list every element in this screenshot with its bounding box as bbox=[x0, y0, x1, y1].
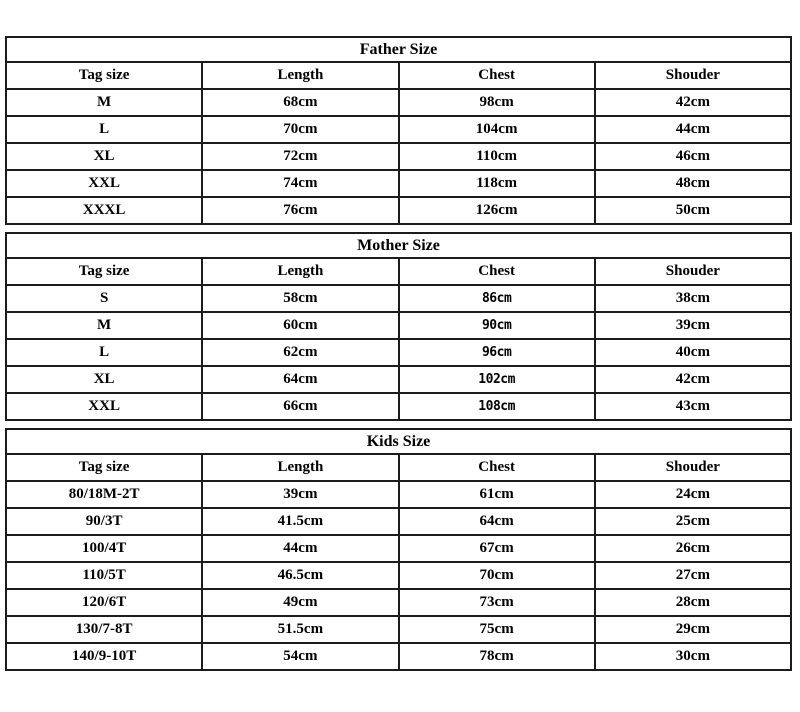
table-cell: 42cm bbox=[595, 89, 791, 116]
table-cell: 54cm bbox=[202, 643, 398, 670]
table-title-row bbox=[6, 37, 791, 62]
table-row bbox=[6, 366, 791, 393]
table-cell: 70cm bbox=[202, 116, 398, 143]
column-header-shouder: Shouder bbox=[595, 258, 791, 285]
column-header-tag-size: Tag size bbox=[6, 258, 202, 285]
table-header-row bbox=[6, 62, 791, 89]
table-cell: 102cm bbox=[399, 366, 595, 393]
table-cell: 118cm bbox=[399, 170, 595, 197]
table-row bbox=[6, 339, 791, 366]
table-cell: M bbox=[6, 89, 202, 116]
table-cell: 110cm bbox=[399, 143, 595, 170]
table-cell: 39cm bbox=[202, 481, 398, 508]
table-row bbox=[6, 535, 791, 562]
table-row bbox=[6, 116, 791, 143]
table-row bbox=[6, 616, 791, 643]
table-title-kids-size: Kids Size bbox=[6, 429, 791, 454]
table-row bbox=[6, 508, 791, 535]
table-cell: 140/9-10T bbox=[6, 643, 202, 670]
table-cell: XXL bbox=[6, 170, 202, 197]
table-row bbox=[6, 89, 791, 116]
table-cell: 44cm bbox=[202, 535, 398, 562]
table-cell: 46.5cm bbox=[202, 562, 398, 589]
table-row bbox=[6, 562, 791, 589]
table-cell: XXL bbox=[6, 393, 202, 420]
table-cell: 78cm bbox=[399, 643, 595, 670]
table-cell: 64cm bbox=[399, 508, 595, 535]
table-title-row bbox=[6, 429, 791, 454]
table-cell: 60cm bbox=[202, 312, 398, 339]
table-cell: 28cm bbox=[595, 589, 791, 616]
table-cell: XL bbox=[6, 366, 202, 393]
column-header-shouder: Shouder bbox=[595, 454, 791, 481]
table-cell: 62cm bbox=[202, 339, 398, 366]
table-title-row bbox=[6, 233, 791, 258]
column-header-chest: Chest bbox=[399, 454, 595, 481]
table-cell: L bbox=[6, 339, 202, 366]
column-header-length: Length bbox=[202, 62, 398, 89]
table-cell: 130/7-8T bbox=[6, 616, 202, 643]
table-cell: 46cm bbox=[595, 143, 791, 170]
table-cell: 80/18M-2T bbox=[6, 481, 202, 508]
table-row bbox=[6, 312, 791, 339]
column-header-tag-size: Tag size bbox=[6, 454, 202, 481]
table-title-mother-size: Mother Size bbox=[6, 233, 791, 258]
table-row bbox=[6, 481, 791, 508]
size-table-mother-size bbox=[5, 232, 792, 421]
table-row bbox=[6, 197, 791, 224]
table-cell: 49cm bbox=[202, 589, 398, 616]
table-cell: 70cm bbox=[399, 562, 595, 589]
column-header-chest: Chest bbox=[399, 258, 595, 285]
table-title-father-size: Father Size bbox=[6, 37, 791, 62]
column-header-length: Length bbox=[202, 454, 398, 481]
table-cell: 50cm bbox=[595, 197, 791, 224]
table-row bbox=[6, 393, 791, 420]
table-cell: M bbox=[6, 312, 202, 339]
table-cell: 29cm bbox=[595, 616, 791, 643]
table-cell: 90/3T bbox=[6, 508, 202, 535]
table-cell: 58cm bbox=[202, 285, 398, 312]
table-cell: 67cm bbox=[399, 535, 595, 562]
table-cell: L bbox=[6, 116, 202, 143]
table-cell: 98cm bbox=[399, 89, 595, 116]
column-header-chest: Chest bbox=[399, 62, 595, 89]
table-cell: 66cm bbox=[202, 393, 398, 420]
table-cell: 86cm bbox=[399, 285, 595, 312]
table-cell: 96cm bbox=[399, 339, 595, 366]
table-cell: 64cm bbox=[202, 366, 398, 393]
table-cell: 39cm bbox=[595, 312, 791, 339]
table-cell: 100/4T bbox=[6, 535, 202, 562]
table-cell: 30cm bbox=[595, 643, 791, 670]
table-row bbox=[6, 643, 791, 670]
size-table-father-size bbox=[5, 36, 792, 225]
table-cell: 90cm bbox=[399, 312, 595, 339]
table-cell: 110/5T bbox=[6, 562, 202, 589]
table-cell: XL bbox=[6, 143, 202, 170]
table-cell: 108cm bbox=[399, 393, 595, 420]
table-header-row bbox=[6, 258, 791, 285]
column-header-length: Length bbox=[202, 258, 398, 285]
table-cell: 120/6T bbox=[6, 589, 202, 616]
table-row bbox=[6, 589, 791, 616]
table-cell: 27cm bbox=[595, 562, 791, 589]
table-cell: 72cm bbox=[202, 143, 398, 170]
table-cell: 48cm bbox=[595, 170, 791, 197]
table-cell: 42cm bbox=[595, 366, 791, 393]
table-cell: 75cm bbox=[399, 616, 595, 643]
table-cell: 68cm bbox=[202, 89, 398, 116]
table-cell: 104cm bbox=[399, 116, 595, 143]
table-cell: 61cm bbox=[399, 481, 595, 508]
table-cell: 43cm bbox=[595, 393, 791, 420]
table-cell: 44cm bbox=[595, 116, 791, 143]
table-cell: 73cm bbox=[399, 589, 595, 616]
table-cell: 51.5cm bbox=[202, 616, 398, 643]
table-cell: 126cm bbox=[399, 197, 595, 224]
table-row bbox=[6, 170, 791, 197]
table-cell: 26cm bbox=[595, 535, 791, 562]
table-row bbox=[6, 285, 791, 312]
size-table-kids-size bbox=[5, 428, 792, 671]
table-header-row bbox=[6, 454, 791, 481]
table-row bbox=[6, 143, 791, 170]
column-header-shouder: Shouder bbox=[595, 62, 791, 89]
table-cell: 38cm bbox=[595, 285, 791, 312]
column-header-tag-size: Tag size bbox=[6, 62, 202, 89]
size-tables bbox=[5, 36, 792, 671]
table-cell: 76cm bbox=[202, 197, 398, 224]
table-cell: 41.5cm bbox=[202, 508, 398, 535]
table-cell: 24cm bbox=[595, 481, 791, 508]
table-cell: XXXL bbox=[6, 197, 202, 224]
table-cell: 25cm bbox=[595, 508, 791, 535]
table-cell: 40cm bbox=[595, 339, 791, 366]
table-cell: S bbox=[6, 285, 202, 312]
table-cell: 74cm bbox=[202, 170, 398, 197]
